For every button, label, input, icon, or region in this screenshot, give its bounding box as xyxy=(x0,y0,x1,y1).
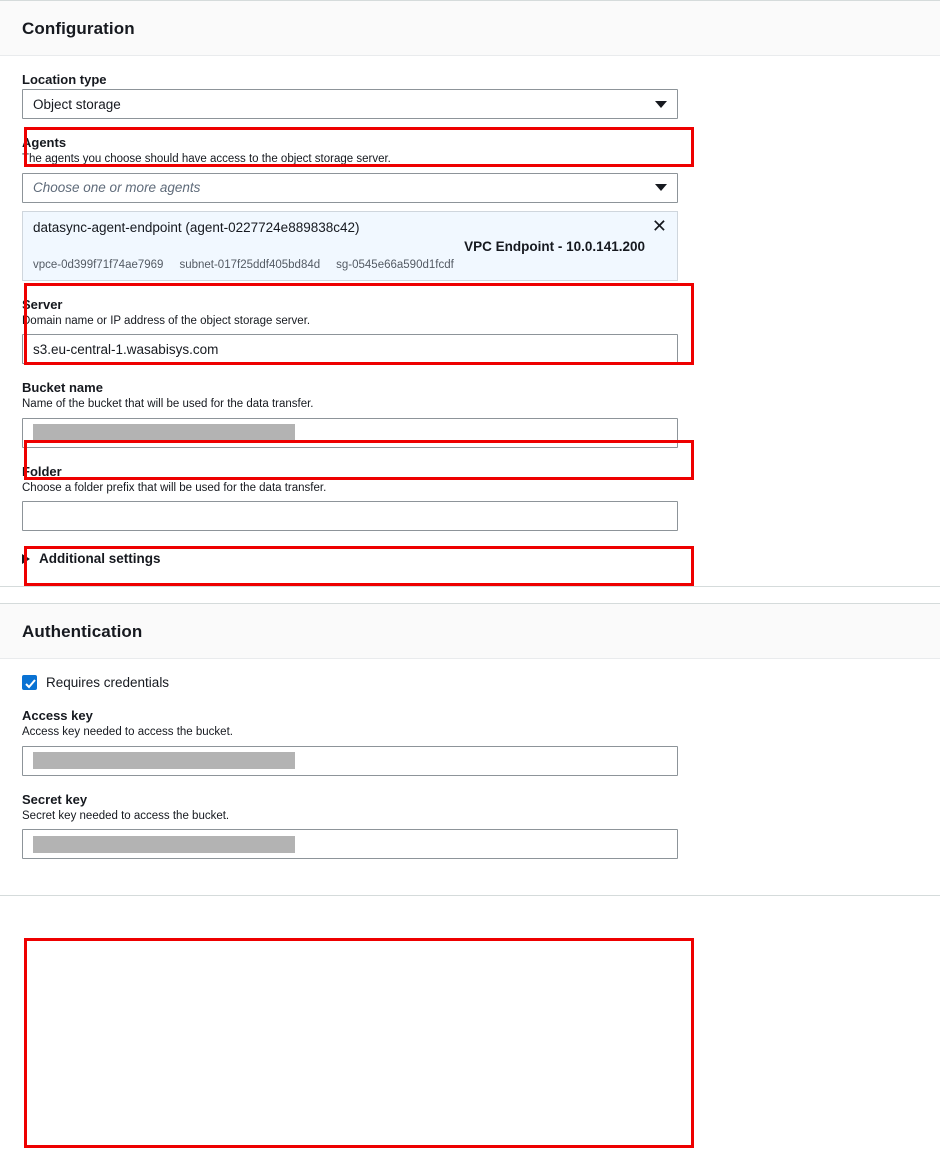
secret-key-input[interactable] xyxy=(22,829,678,859)
location-type-select[interactable] xyxy=(22,89,678,119)
authentication-panel-body xyxy=(0,659,940,895)
redacted-value xyxy=(33,752,295,769)
selected-agent-endpoint: VPC Endpoint - 10.0.141.200 xyxy=(464,238,645,254)
additional-settings-expander[interactable] xyxy=(22,551,918,566)
folder-label: Folder xyxy=(22,463,62,479)
selected-agent-meta xyxy=(33,259,667,271)
configuration-panel-header xyxy=(0,1,940,56)
redacted-value xyxy=(33,424,295,441)
bucket-name-field xyxy=(22,380,918,448)
requires-credentials-row[interactable] xyxy=(22,675,918,690)
selected-agent-name: datasync-agent-endpoint (agent-0227724e889838c42) xyxy=(33,219,360,235)
close-icon[interactable]: ✕ xyxy=(651,215,667,236)
server-input[interactable] xyxy=(22,334,678,364)
authentication-panel xyxy=(0,603,940,896)
authentication-title: Authentication xyxy=(22,622,143,642)
agent-vpce-id: vpce-0d399f71f74ae7969 xyxy=(33,258,164,271)
location-type-label: Location type xyxy=(22,72,107,87)
requires-credentials-label: Requires credentials xyxy=(46,675,170,691)
chevron-right-icon xyxy=(22,554,30,564)
secret-key-description: Secret key needed to access the bucket. xyxy=(22,809,230,822)
access-key-description: Access key needed to access the bucket. xyxy=(22,726,233,739)
chevron-down-icon xyxy=(655,184,667,191)
redacted-value xyxy=(33,836,295,853)
agents-label: Agents xyxy=(22,135,67,150)
location-type-field xyxy=(22,72,918,119)
server-description: Domain name or IP address of the object storage server. xyxy=(22,314,311,327)
folder-description: Choose a folder prefix that will be used for the data transfer. xyxy=(22,481,327,494)
server-field xyxy=(22,297,918,365)
bucket-name-input[interactable] xyxy=(22,418,678,448)
server-label: Server xyxy=(22,296,63,312)
additional-settings-label: Additional settings xyxy=(39,551,161,567)
configuration-panel-body xyxy=(0,56,940,586)
location-type-value: Object storage xyxy=(33,96,121,112)
server-value: s3.eu-central-1.wasabisys.com xyxy=(33,341,219,357)
chevron-down-icon xyxy=(655,101,667,108)
agents-description: The agents you choose should have access to the object storage server. xyxy=(22,153,391,165)
requires-credentials-checkbox[interactable] xyxy=(22,675,37,690)
agent-security-group-id: sg-0545e66a590d1fcdf xyxy=(336,258,454,271)
page-title: Configuration xyxy=(22,19,135,38)
highlight-credentials xyxy=(24,938,694,1148)
folder-input[interactable] xyxy=(22,501,678,531)
agents-select[interactable] xyxy=(22,173,678,203)
access-key-label: Access key xyxy=(22,708,93,724)
folder-field xyxy=(22,464,918,532)
agents-field xyxy=(22,135,918,281)
agents-placeholder: Choose one or more agents xyxy=(33,180,201,196)
secret-key-field xyxy=(22,792,918,860)
agent-subnet-id: subnet-017f25ddf405bd84d xyxy=(179,258,321,271)
access-key-input[interactable] xyxy=(22,746,678,776)
selected-agent-card xyxy=(22,211,678,281)
access-key-field xyxy=(22,708,918,776)
page-bottom-edge xyxy=(0,895,940,896)
panel-separator xyxy=(0,587,940,603)
secret-key-label: Secret key xyxy=(22,791,88,807)
bucket-name-label: Bucket name xyxy=(22,380,103,396)
authentication-panel-header xyxy=(0,604,940,659)
bucket-name-description: Name of the bucket that will be used for the data transfer. xyxy=(22,398,314,411)
